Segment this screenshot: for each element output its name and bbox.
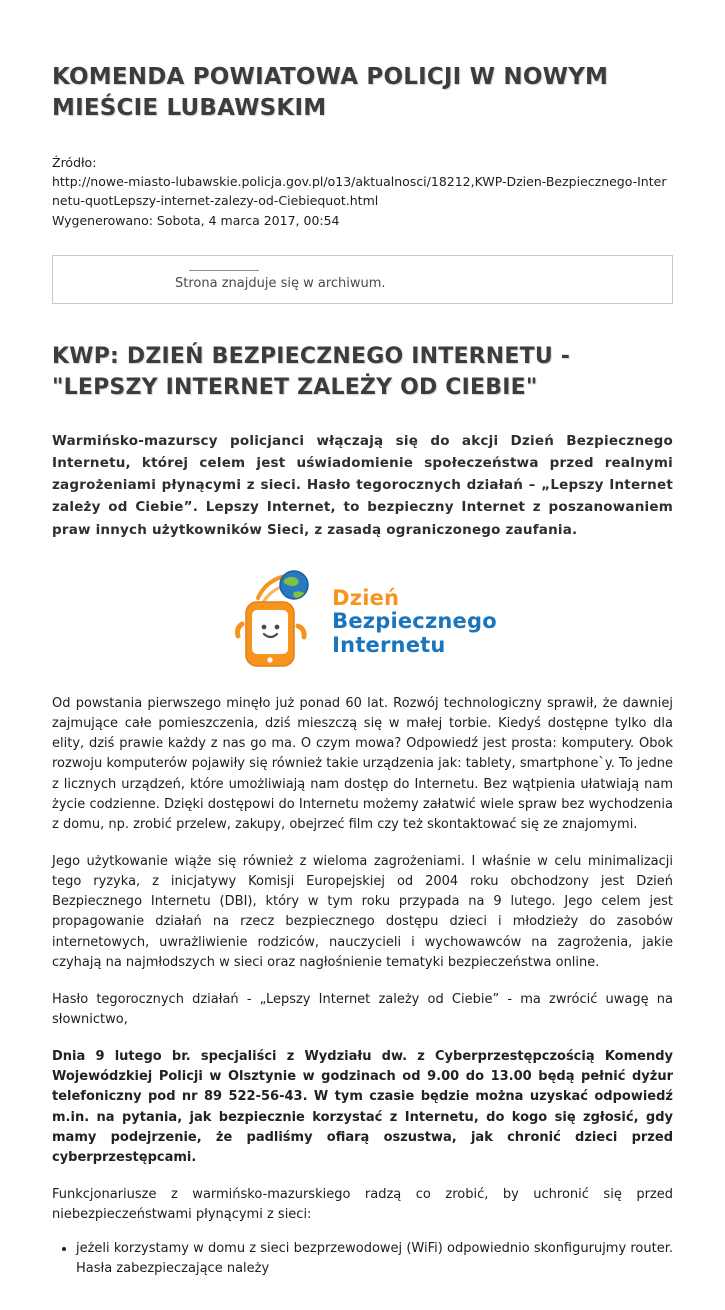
paragraph: Od powstania pierwszego minęło już ponad 60 lat. Rozwój technologiczny sprawił, że dawniej zajmujące całe pomieszczenia, dziś mieszczą się w małej torbie. Kiedyś dostępne tylko dla elity, dziś prawie każdy z nas go ma. O czym mowa? Odpowiedź jest prosta: komputery. Obok rozwoju komputerów pojawiły się również takie urządzenia jak: tablety, smartphone`y. To jedne z licznych urządzeń, które umożliwiają nam dostęp do Internetu. Bez wątpienia ułatwiają nam życie codzienne. Dzięki dostępowi do Internetu możemy załatwić wiele spraw bez wychodzenia z domu, np. zrobić przelew, zakupy, obejrzeć film czy też skontaktować się ze znajomymi. xyxy=(52,696,673,832)
source-block xyxy=(52,154,673,231)
tablet-globe-mascot-icon xyxy=(228,568,324,676)
dbi-logo-line3: Internetu xyxy=(332,632,446,657)
dbi-logo-line2: Bezpiecznego xyxy=(332,609,497,634)
article-lead: Warmińsko-mazurscy policjanci włączają się do akcji Dzień Bezpiecznego Internetu, której celem jest uświadomienie społeczeństwa przed realnymi zagrożeniami płynącymi z sieci. Hasło tegorocznych działań – „Lepszy Internet zależy od Ciebie”. Lepszy Internet, to bezpieczny Internet z poszanowaniem praw innych użytkowników Sieci, z zasadą ograniczonego zaufania. xyxy=(52,432,673,538)
article-body xyxy=(52,694,673,1280)
dbi-logo xyxy=(52,567,673,677)
advice-list xyxy=(52,1239,673,1279)
article-title: KWP: DZIEŃ BEZPIECZNEGO INTERNETU - "LEPSZY INTERNET ZALEŻY OD CIEBIE" xyxy=(52,344,571,400)
archive-notice-text: Strona znajduje się w archiwum. xyxy=(175,276,386,292)
dbi-logo-text xyxy=(332,587,497,658)
paragraph: Hasło tegorocznych działań - „Lepszy Internet zależy od Ciebie” - ma zwrócić uwagę na słownictwo, xyxy=(52,991,673,1027)
archive-notice-box xyxy=(52,255,673,304)
source-url: http://nowe-miasto-lubawskie.policja.gov.pl/o13/aktualnosci/18212,KWP-Dzien-Bezpiecznego-Internetu-quotLepszy-internet-zalezy-od-Ciebiequot.html xyxy=(52,173,667,208)
paragraph: Jego użytkowanie wiąże się również z wieloma zagrożeniami. I właśnie w celu minimalizacji tego ryzyka, z inicjatywy Komisji Europejskiej od 2004 roku obchodzony jest Dzień Bezpiecznego Internetu (DBI), który w tym roku przypada na 9 lutego. Jego celem jest propagowanie działań na rzecz bezpiecznego dostępu dzieci i młodzieży do zasobów internetowych, uwrażliwienie rodziców, nauczycieli i wychowawców na zagrożenia, jakie czyhają na najmłodszych w sieci oraz nagłośnienie tematyki bezpieczeństwa online. xyxy=(52,854,673,970)
archive-notice-inner xyxy=(175,270,435,291)
paragraph-bold-hotline: Dnia 9 lutego br. specjaliści z Wydziału dw. z Cyberprzestępczością Komendy Wojewódzkiej Policji w Olsztynie w godzinach od 9.00 do 13.00 będą pełnić dyżur telefoniczny pod nr 89 522-56-43. W tym czasie będzie można uzyskać odpowiedź m.in. na pytania, jak bezpiecznie korzystać z Internetu, do kogo się zgłosić, gdy mamy podejrzenie, że padliśmy ofiarą oszustwa, jak chronić dzieci przed cyberprzestępcami. xyxy=(52,1049,673,1165)
source-label: Źródło: xyxy=(52,155,97,171)
dbi-logo-line1: Dzień xyxy=(332,585,400,610)
generated-timestamp: Wygenerowano: Sobota, 4 marca 2017, 00:54 xyxy=(52,213,340,229)
divider-line xyxy=(189,270,259,271)
site-title: KOMENDA POWIATOWA POLICJI W NOWYM MIEŚCIE LUBAWSKIM xyxy=(52,64,609,122)
paragraph-advice-intro: Funkcjonariusze z warmińsko-mazurskiego radzą co zrobić, by uchronić się przed niebezpieczeństwami płynącymi z sieci: xyxy=(52,1186,673,1223)
list-item: • jeżeli korzystamy w domu z sieci bezprzewodowej (WiFi) odpowiednio skonfigurujmy router. Hasła zabezpieczające należy xyxy=(76,1239,673,1279)
